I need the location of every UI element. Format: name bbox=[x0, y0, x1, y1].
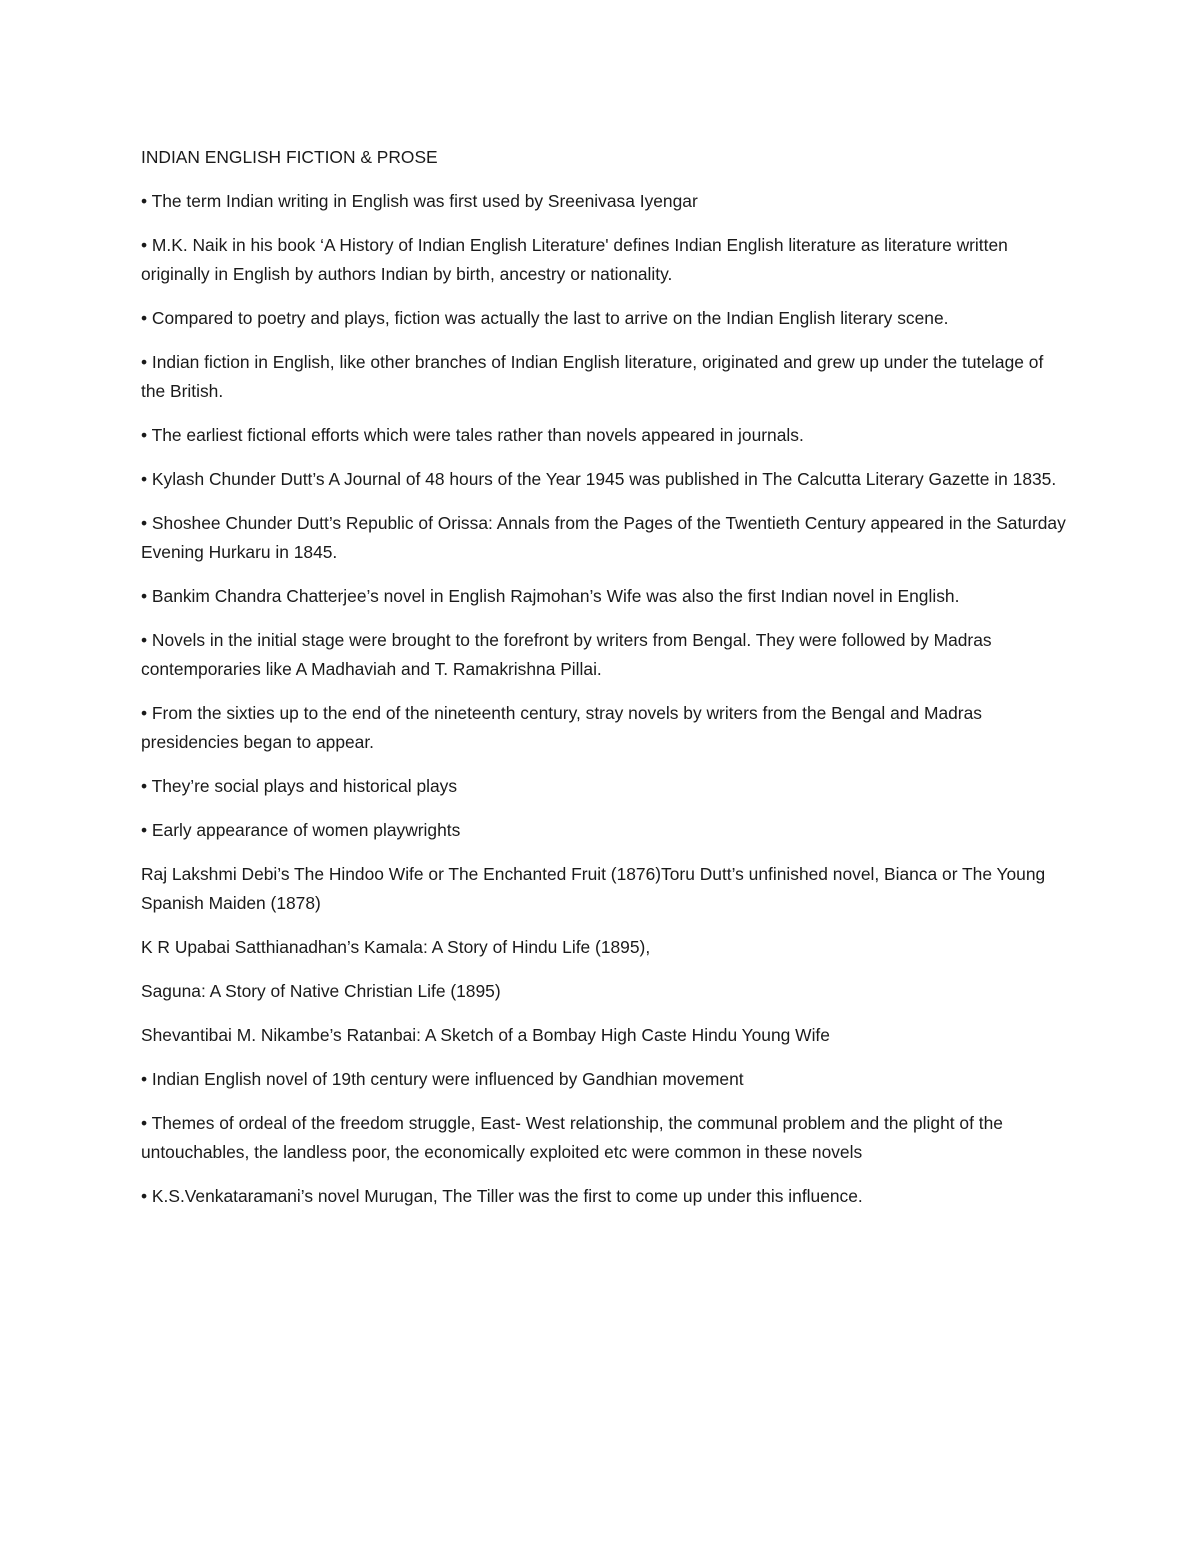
paragraph: • The term Indian writing in English was first used by Sreenivasa Iyengar bbox=[141, 191, 698, 211]
paragraph: • K.S.Venkataramani’s novel Murugan, The Tiller was the first to come up under this influence. bbox=[141, 1186, 863, 1206]
paragraph: • Early appearance of women playwrights bbox=[141, 820, 461, 840]
paragraph: • Novels in the initial stage were brought to the forefront by writers from Bengal. They were followed by Madras contemporaries like A Madhaviah and T. Ramakrishna Pillai. bbox=[141, 630, 992, 679]
document-body bbox=[141, 143, 1066, 1226]
paragraph: • Themes of ordeal of the freedom struggle, East- West relationship, the communal problem and the plight of the untouchables, the landless poor, the economically exploited etc were common in these novels bbox=[141, 1113, 1003, 1162]
paragraph: • Compared to poetry and plays, fiction was actually the last to arrive on the Indian English literary scene. bbox=[141, 308, 949, 328]
paragraph: • M.K. Naik in his book ‘A History of Indian English Literature' defines Indian English literature as literature written originally in English by authors Indian by birth, ancestry or nationality. bbox=[141, 235, 1008, 284]
paragraph: • From the sixties up to the end of the nineteenth century, stray novels by writers from the Bengal and Madras presidencies began to appear. bbox=[141, 703, 982, 752]
paragraph: • They’re social plays and historical plays bbox=[141, 776, 458, 796]
paragraph: Raj Lakshmi Debi’s The Hindoo Wife or The Enchanted Fruit (1876)Toru Dutt’s unfinished novel, Bianca or The Young Spanish Maiden (1878) bbox=[141, 864, 1046, 913]
paragraph: Shevantibai M. Nikambe’s Ratanbai: A Sketch of a Bombay High Caste Hindu Young Wife bbox=[141, 1025, 830, 1045]
paragraph: Saguna: A Story of Native Christian Life (1895) bbox=[141, 981, 501, 1001]
paragraph: • The earliest fictional efforts which were tales rather than novels appeared in journals. bbox=[141, 425, 804, 445]
paragraph: K R Upabai Satthianadhan’s Kamala: A Story of Hindu Life (1895), bbox=[141, 937, 651, 957]
paragraph: • Shoshee Chunder Dutt’s Republic of Orissa: Annals from the Pages of the Twentieth Century appeared in the Saturday Evening Hurkaru in 1845. bbox=[141, 513, 1066, 562]
paragraph: • Kylash Chunder Dutt’s A Journal of 48 hours of the Year 1945 was published in The Calcutta Literary Gazette in 1835. bbox=[141, 469, 1057, 489]
paragraph: • Indian English novel of 19th century were influenced by Gandhian movement bbox=[141, 1069, 744, 1089]
paragraph: • Bankim Chandra Chatterjee’s novel in English Rajmohan’s Wife was also the first Indian novel in English. bbox=[141, 586, 960, 606]
paragraph: • Indian fiction in English, like other branches of Indian English literature, originated and grew up under the tutelage of the British. bbox=[141, 352, 1044, 401]
document-title: INDIAN ENGLISH FICTION & PROSE bbox=[141, 147, 438, 167]
